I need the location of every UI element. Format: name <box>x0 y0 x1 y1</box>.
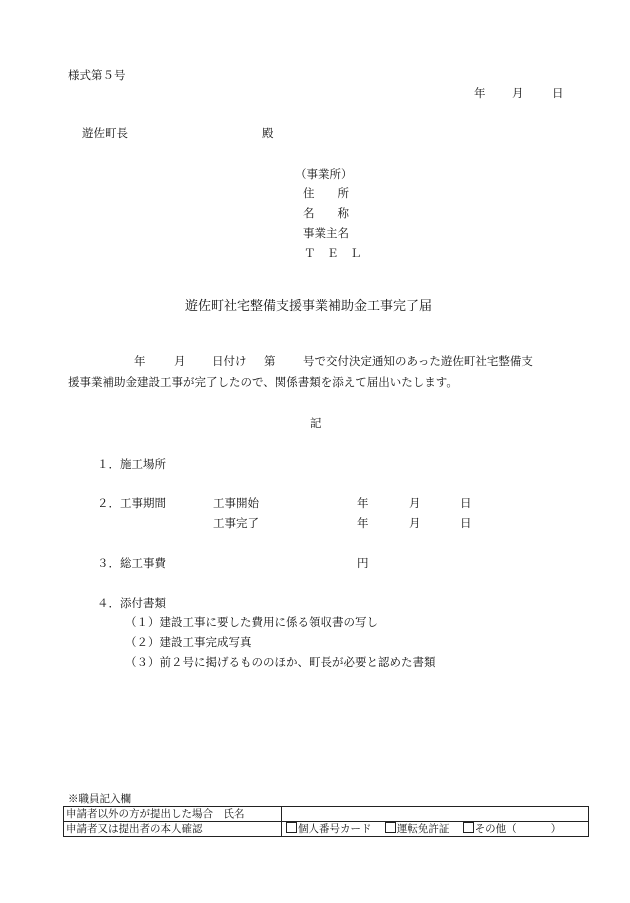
attachment-item: （３）前２号に掲げるもののほか、町長が必要と認めた書類 <box>125 655 436 669</box>
item-attachments-label: ４．添付書類 <box>97 596 166 610</box>
applicant-header: （事業所） <box>295 167 353 181</box>
applicant-tel-label: Ｔ Ｅ Ｌ <box>304 246 362 260</box>
body-date-suffix: 日付け <box>212 354 247 368</box>
body-year: 年 <box>134 354 146 368</box>
staff-row-identity <box>64 822 589 837</box>
period-end-month: 月 <box>409 516 421 530</box>
staff-submitter-name-cell <box>282 807 589 822</box>
period-end-label: 工事完了 <box>213 516 259 530</box>
checkbox-icon <box>385 822 396 833</box>
attachment-item: （１）建設工事に要した費用に係る領収書の写し <box>125 615 378 629</box>
staff-row-submitter <box>64 807 589 822</box>
body-no-prefix: 第 <box>264 354 276 368</box>
period-end-day: 日 <box>460 516 472 530</box>
item-cost-label: ３．総工事費 <box>97 556 166 570</box>
applicant-address-label: 住 所 <box>303 186 349 200</box>
option-drivers-license[interactable]: 運転免許証 <box>385 823 450 835</box>
body-month: 月 <box>174 354 186 368</box>
form-number: 様式第５号 <box>68 68 126 82</box>
staff-identity-options <box>282 822 589 837</box>
document-title: 遊佐町社宅整備支援事業補助金工事完了届 <box>185 299 433 314</box>
period-start-month: 月 <box>409 496 421 510</box>
item-site: １．施工場所 <box>97 457 166 471</box>
staff-table <box>63 806 589 837</box>
checkbox-icon <box>463 822 474 833</box>
staff-submitter-label: 申請者以外の方が提出した場合 氏名 <box>64 807 282 822</box>
top-date-month: 月 <box>512 86 524 100</box>
top-date-day: 日 <box>552 86 564 100</box>
addressee-honorific: 殿 <box>262 126 274 140</box>
body-line2: 援事業補助金建設工事が完了したので、関係書類を添えて届出いたします。 <box>68 375 458 389</box>
period-end-year: 年 <box>357 516 369 530</box>
staff-heading: ※職員記入欄 <box>68 793 131 805</box>
option-my-number-card[interactable]: 個人番号カード <box>286 823 372 835</box>
item-period-label: ２．工事期間 <box>97 496 166 510</box>
applicant-owner-label: 事業主名 <box>303 226 349 240</box>
period-start-day: 日 <box>460 496 472 510</box>
body-line1-rest: 号で交付決定通知のあった遊佐町社宅整備支 <box>303 354 533 368</box>
item-cost-unit: 円 <box>357 556 369 570</box>
checkbox-icon <box>286 822 297 833</box>
staff-identity-label: 申請者又は提出者の本人確認 <box>64 822 282 837</box>
ki-mark: 記 <box>310 416 322 430</box>
addressee-name: 遊佐町長 <box>82 126 128 140</box>
top-date-year: 年 <box>474 86 486 100</box>
period-start-year: 年 <box>357 496 369 510</box>
period-start-label: 工事開始 <box>213 496 259 510</box>
option-other[interactable]: その他（ ） <box>463 823 562 835</box>
attachment-item: （２）建設工事完成写真 <box>125 635 252 649</box>
applicant-name-label: 名 称 <box>303 206 349 220</box>
